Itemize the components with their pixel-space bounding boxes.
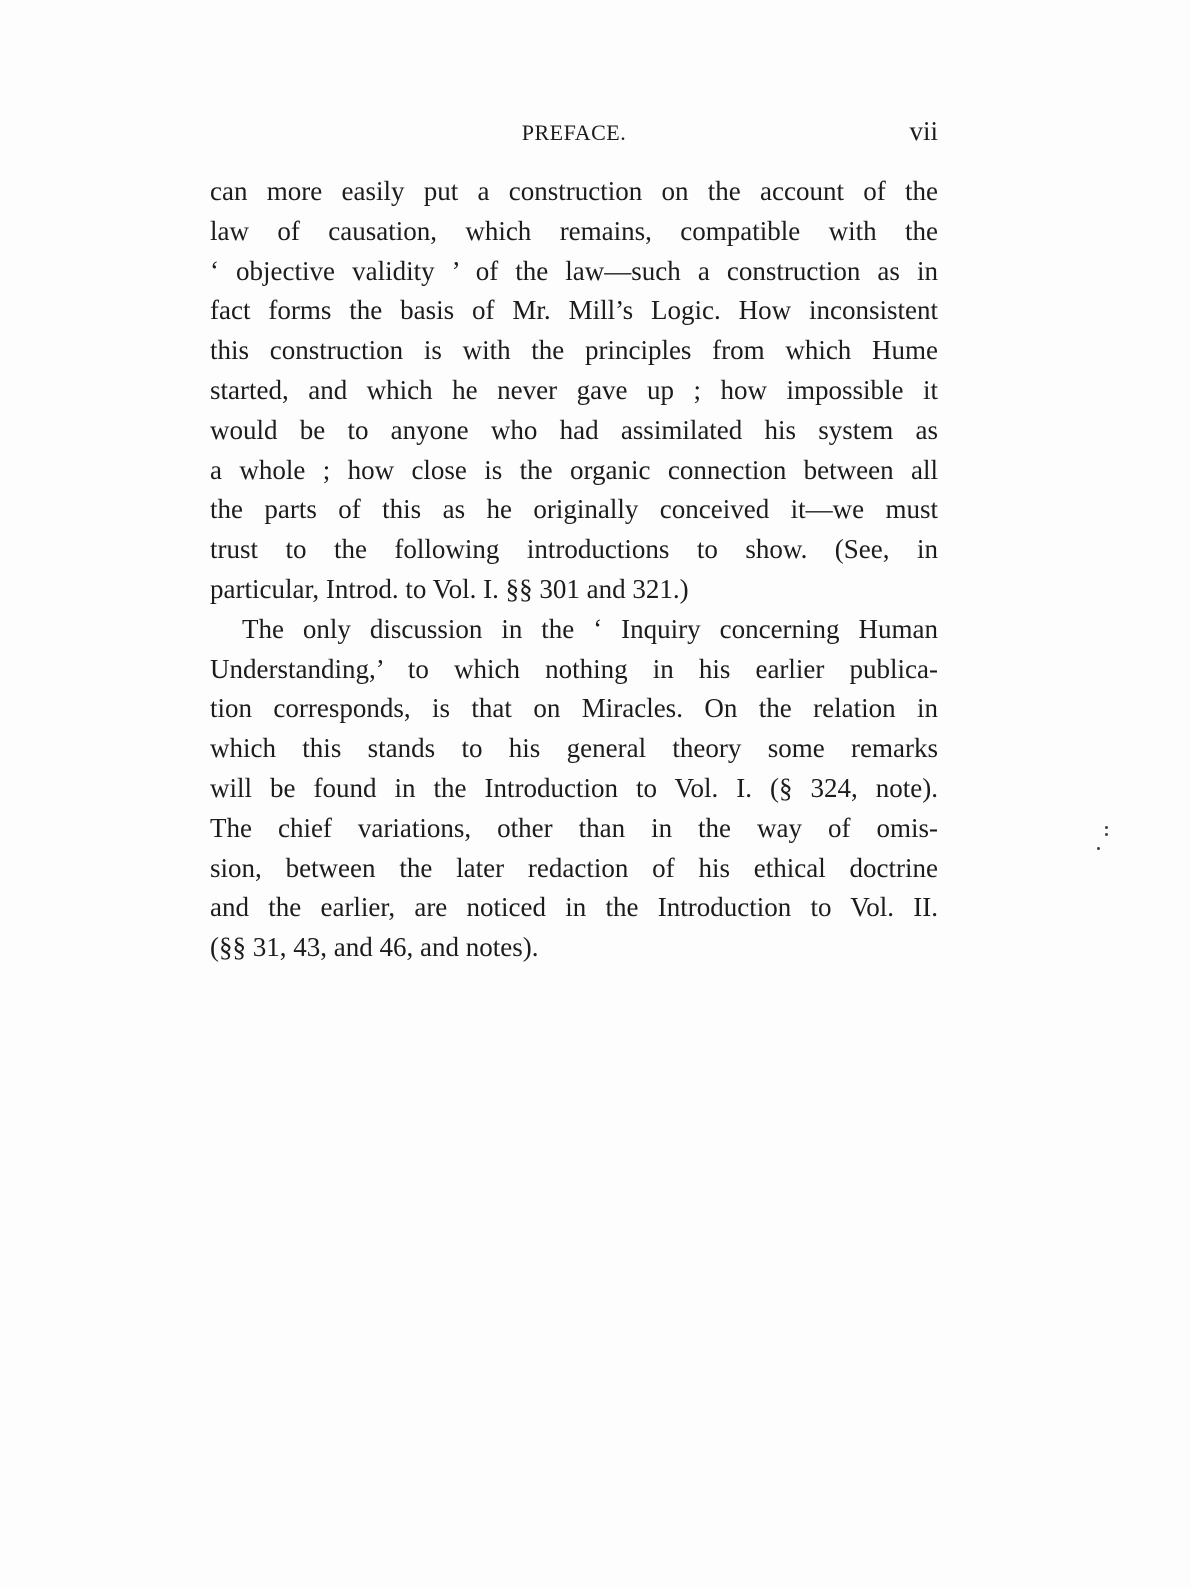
text-line: sion, between the later redaction of his ethical doctrine	[210, 852, 938, 883]
paragraph-2	[210, 610, 938, 968]
text-line: started, and which he never gave up ; how impossible it	[210, 374, 938, 405]
page-body	[210, 172, 938, 968]
text-line: law of causation, which remains, compatible with the	[210, 215, 938, 246]
text-line: (§§ 31, 43, and 46, and notes).	[210, 932, 539, 963]
text-line: ‘ objective validity ’ of the law—such a construction as in	[210, 255, 938, 286]
text-line: the parts of this as he originally conceived it—we must	[210, 494, 938, 525]
text-line: trust to the following introductions to show. (See, in	[210, 534, 938, 565]
text-line: particular, Introd. to Vol. I. §§ 301 and 321.)	[210, 573, 689, 604]
text-line: tion corresponds, is that on Miracles. On the relation in	[210, 693, 938, 724]
text-line: can more easily put a construction on the account of the	[210, 176, 938, 206]
paragraph-1	[210, 172, 938, 610]
scan-speck	[1105, 833, 1108, 836]
scan-speck	[1105, 826, 1108, 829]
text-line: and the earlier, are noticed in the Introduction to Vol. II.	[210, 892, 938, 923]
page-number: vii	[909, 116, 938, 146]
running-header	[210, 116, 938, 150]
text-line: would be to anyone who had assimilated his system as	[210, 414, 938, 445]
text-line: a whole ; how close is the organic connection between all	[210, 454, 938, 485]
scan-speck	[1097, 847, 1100, 850]
text-line: The only discussion in the ‘ Inquiry concerning Human	[242, 613, 938, 644]
text-line: The chief variations, other than in the way of omis-	[210, 812, 938, 843]
text-line: which this stands to his general theory some remarks	[210, 733, 938, 764]
text-line: will be found in the Introduction to Vol. I. (§ 324, note).	[210, 772, 938, 803]
text-line: Understanding,’ to which nothing in his earlier publica-	[210, 653, 938, 684]
running-title: PREFACE.	[521, 120, 627, 145]
text-line: fact forms the basis of Mr. Mill’s Logic. How inconsistent	[210, 295, 938, 326]
text-line: this construction is with the principles from which Hume	[210, 335, 938, 366]
